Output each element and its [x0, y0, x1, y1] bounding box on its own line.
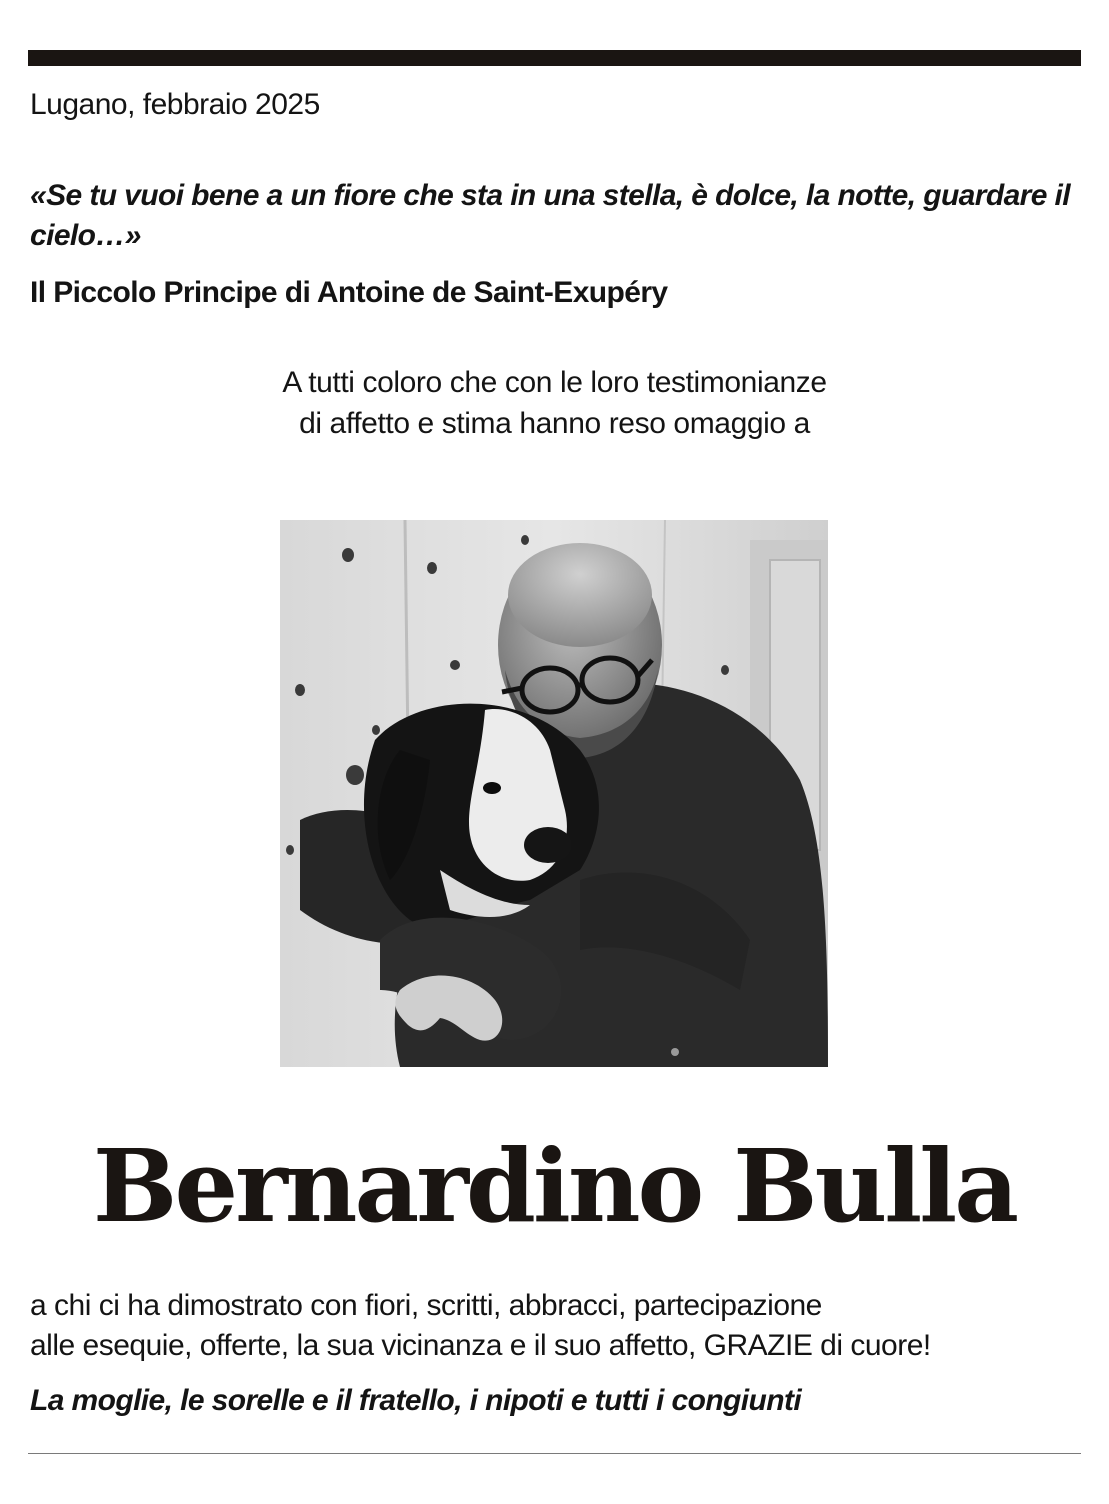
quote: «Se tu vuoi bene a un fiore che sta in una stella, è dolce, la notte, guardare il cielo…» — [30, 179, 1071, 252]
dedication-line-1: A tutti coloro che con le loro testimonianze — [282, 366, 827, 399]
quote-attribution: Il Piccolo Principe di Antoine de Saint-Exupéry — [30, 276, 668, 309]
deceased-name: Bernardino Bulla — [92, 1127, 1017, 1245]
thanks-text — [30, 1286, 1090, 1366]
thanks-line-2: alle esequie, offerte, la sua vicinanza e il suo affetto, GRAZIE di cuore! — [30, 1329, 931, 1362]
dedication — [0, 362, 1109, 444]
thanks-line-1: a chi ci ha dimostrato con fiori, scritti, abbracci, partecipazione — [30, 1289, 822, 1322]
family-signature: La moglie, le sorelle e il fratello, i nipoti e tutti i congiunti — [30, 1384, 802, 1417]
dateline: Lugano, febbraio 2025 — [30, 88, 320, 121]
bottom-rule — [28, 1453, 1081, 1454]
dedication-line-2: di affetto e stima hanno reso omaggio a — [299, 407, 810, 440]
top-rule — [28, 50, 1081, 66]
portrait-photo — [280, 520, 828, 1067]
